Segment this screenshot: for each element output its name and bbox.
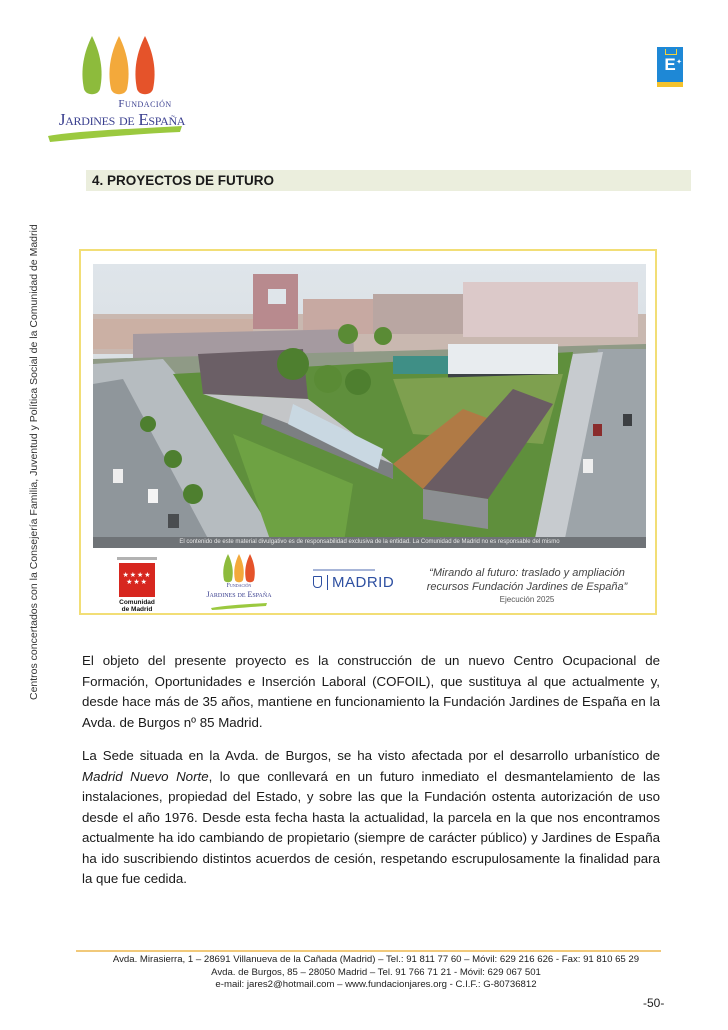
paragraph-2 xyxy=(82,746,660,890)
excelencia-europea-badge xyxy=(657,47,683,87)
comunidad-name xyxy=(117,599,157,613)
green-underline xyxy=(209,602,269,610)
project-panel xyxy=(79,249,657,615)
logo-line-jardines: Jardines de España xyxy=(58,110,186,129)
fundacion-jardines-small-logo xyxy=(206,553,272,611)
paragraph-2-italic: Madrid Nuevo Norte xyxy=(82,768,209,784)
comunidad-de-madrid-logo xyxy=(117,557,157,613)
small-logo-line1: Fundación xyxy=(226,583,252,589)
footer-contact xyxy=(76,954,676,992)
section-header xyxy=(86,170,691,191)
project-title-line1: “Mirando al futuro: traslado y ampliación xyxy=(429,567,625,579)
badge-letter: E xyxy=(664,55,676,74)
fundacion-jardines-logo xyxy=(44,34,194,144)
cypress-trees-icon xyxy=(209,553,269,585)
comunidad-name-line2: de Madrid xyxy=(121,606,153,613)
paragraph-1 xyxy=(82,651,660,733)
render-disclaimer: El contenido de este material divulgativo es de responsabilidad exclusiva de la entidad. La Comunidad de Madrid no es responsable del mismo xyxy=(93,537,646,548)
badge-band xyxy=(657,82,683,87)
madrid-flag-icon xyxy=(119,563,155,597)
section-title: 4. PROYECTOS DE FUTURO xyxy=(92,173,275,188)
project-execution-year: Ejecución 2025 xyxy=(499,595,555,604)
paragraph-1-text: El objeto del presente proyecto es la construcción de un nuevo Centro Ocupacional de Formación, Oportunidades e Inserción Laboral (COFOIL), que sustituya al que actualmente y, desde hace más de 35 años, mantiene en funcionamiento la Fundación Jardines de España en la Avda. de Burgos nº 85 Madrid. xyxy=(82,653,660,730)
page-number: -50- xyxy=(643,996,665,1010)
render-illustration xyxy=(93,264,646,548)
project-title-line2: recursos Fundación Jardines de España” xyxy=(426,581,628,593)
footer-line-2: Avda. de Burgos, 85 – 28050 Madrid – Tel. 91 766 71 21 - Móvil: 629 067 501 xyxy=(211,966,541,978)
side-vertical-note: Centros concertados con la Consejería Familia, Juventud y Política Social de la Comunidad de Madrid xyxy=(28,224,40,700)
footer-line-1: Avda. Mirasierra, 1 – 28691 Villanueva de la Cañada (Madrid) – Tel.: 91 811 77 60 – Móvil: 629 216 626 - Fax: 91 810 65 29 xyxy=(112,954,640,965)
star-icon: ✦ xyxy=(676,59,682,66)
sponsor-logos-row xyxy=(81,551,655,613)
architectural-render-image xyxy=(93,264,646,548)
small-logo-line2: Jardines de España xyxy=(206,590,272,599)
madrid-wordmark: MADRID xyxy=(332,574,395,591)
logo-line-fundacion: Fundación xyxy=(118,98,172,110)
paragraph-2-start: La Sede situada en la Avda. de Burgos, se ha visto afectada por el desarrollo urbanístico de xyxy=(82,748,660,763)
logo-small-header xyxy=(313,569,375,571)
logo-separator xyxy=(327,575,328,590)
paragraph-2-end: , lo que conllevará en un futuro inmediato el desmantelamiento de las instalaciones, propiedad del Estado, y sobre las que la Fundación ostenta autorización de uso desde el año 1976. Desde esta fecha hasta la actualidad, la parcela en la que nos encontramos actualmente ha ido cambiando de propietario (siempre de carácter público) y Jardines de España ha ido suscribiendo distintos acuerdos de cesión, respetando escrupulosamente la finalidad para la que fue cedida. xyxy=(82,768,660,886)
footer-divider xyxy=(76,950,661,952)
project-title-block xyxy=(407,566,647,604)
comunidad-name-line1: Comunidad xyxy=(119,599,155,606)
logo-small-header xyxy=(117,557,157,560)
madrid-shield-icon xyxy=(313,576,322,588)
flag-stars: ★★★★ ★★★ xyxy=(122,572,152,586)
paragraph-2-text xyxy=(82,746,660,890)
footer-line-3: e-mail: jares2@hotmail.com – www.fundacionjares.org - C.I.F.: G-80736812 xyxy=(215,979,537,990)
